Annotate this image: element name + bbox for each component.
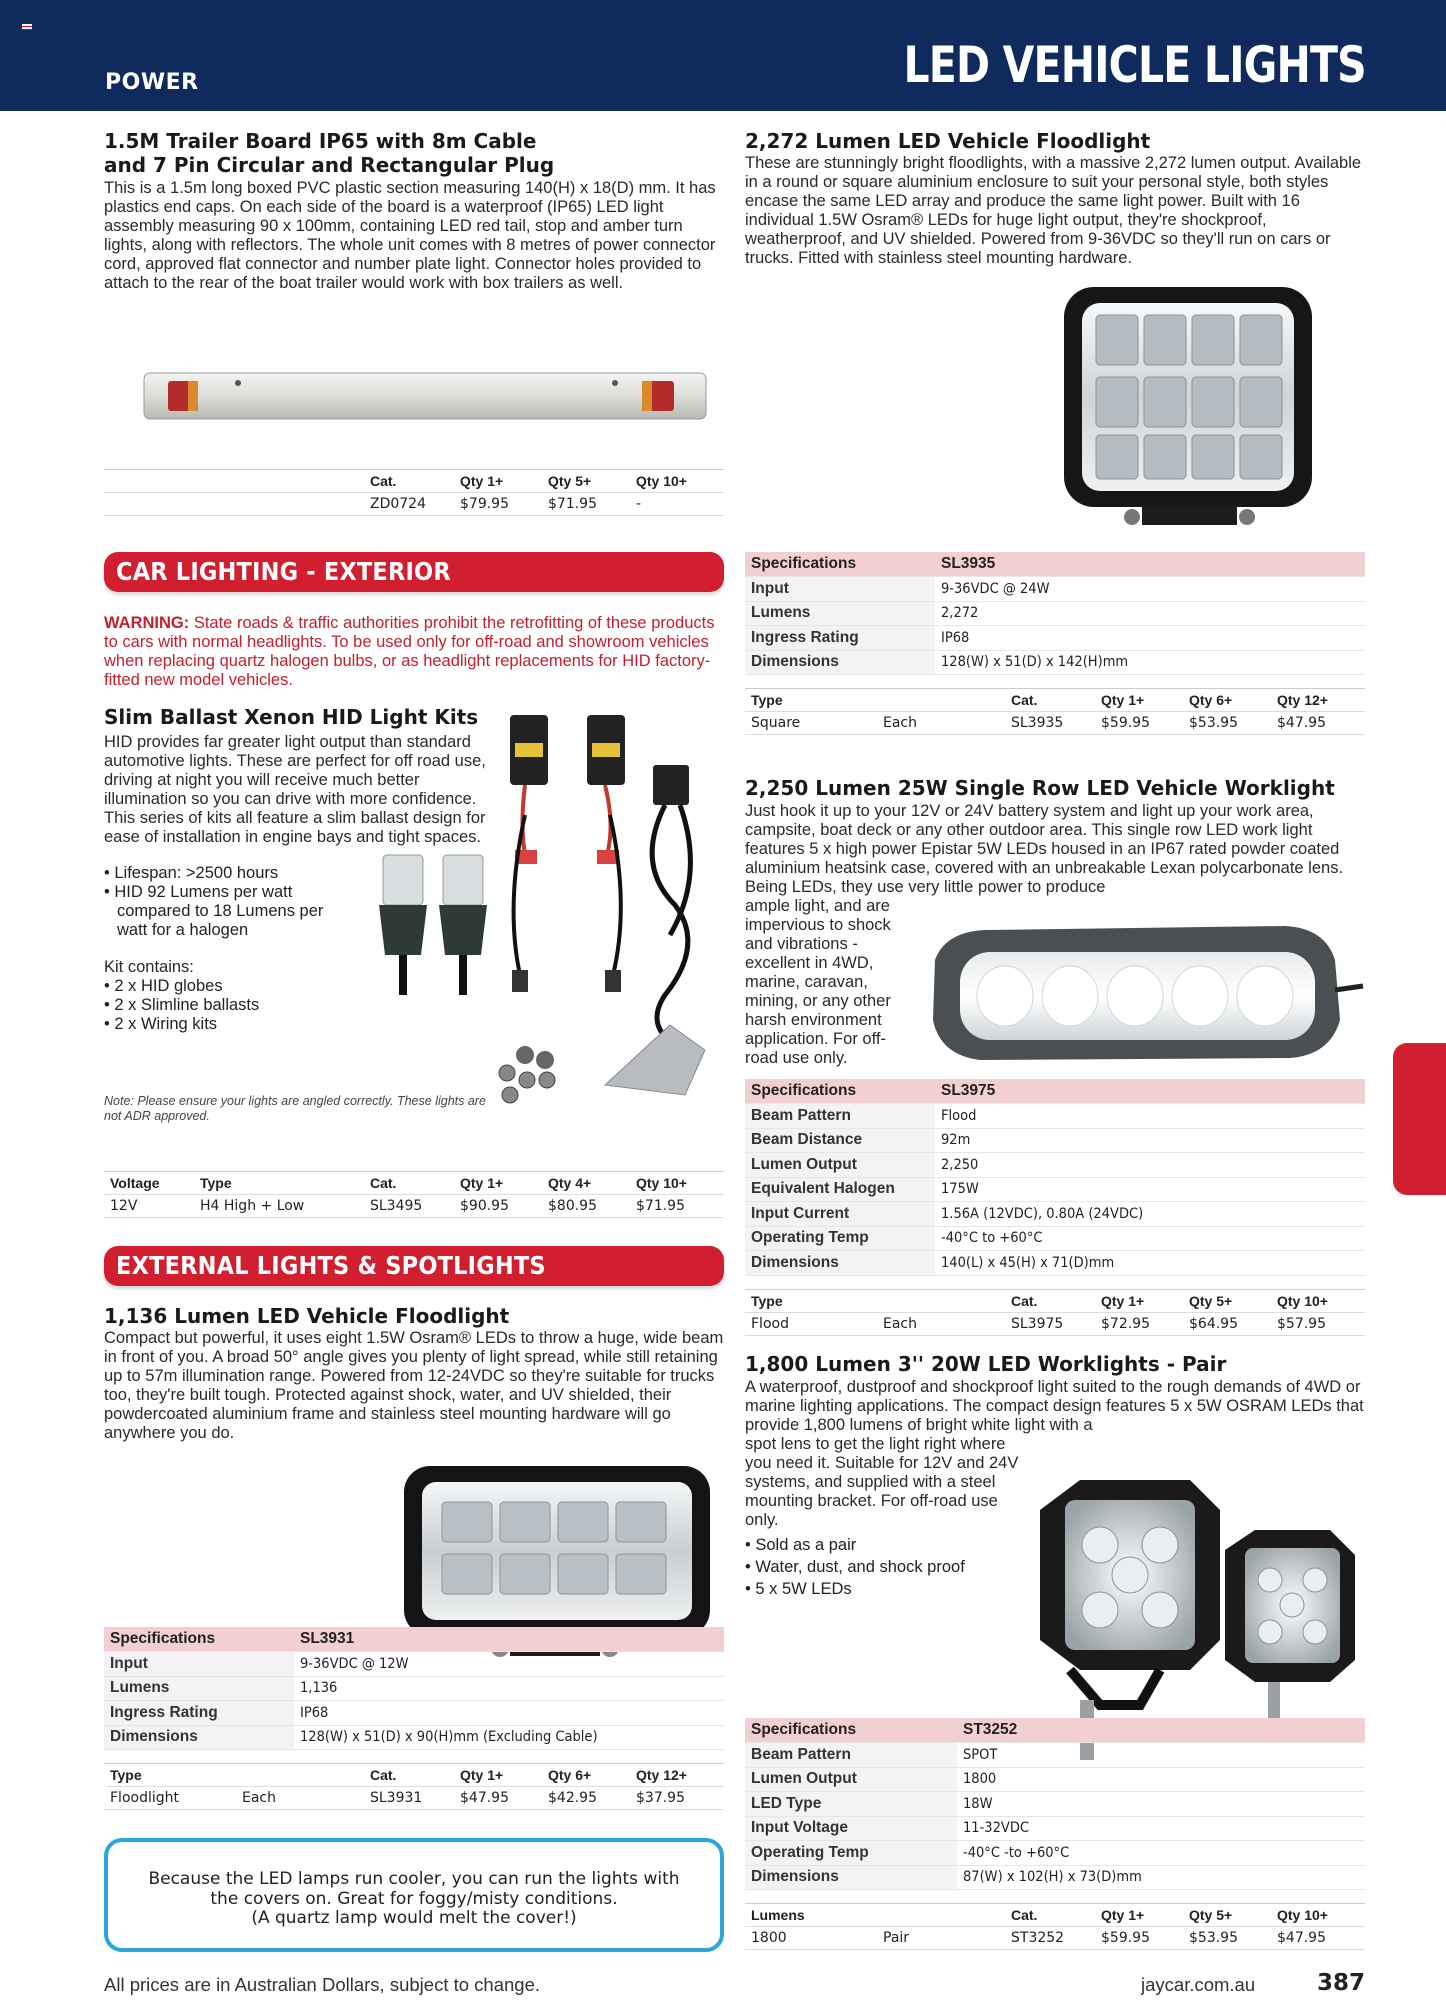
spec-value: -40°C -to +60°C	[957, 1841, 1365, 1866]
price-cell: SL3935	[1005, 712, 1095, 735]
spec-key: Dimensions	[104, 1725, 294, 1750]
price-cell: SL3931	[364, 1787, 454, 1810]
price-header: Type	[745, 1290, 877, 1313]
price-header	[877, 1904, 1005, 1927]
hid-kit-image	[375, 705, 725, 1105]
price-header: Qty 1+	[454, 1764, 542, 1787]
spec-key: Ingress Rating	[745, 626, 935, 651]
price-table	[104, 469, 724, 516]
price-cell: $64.95	[1183, 1313, 1271, 1336]
spec-key: Ingress Rating	[104, 1701, 294, 1726]
product-description: Just hook it up to your 12V or 24V battery system and light up your work area, campsite, boat deck or any other outdoor area. This single row LED work light features 5 x high power Epistar 5W LEDs housed in an IP67 rated powder coated aluminium heatsink case, covered with an unbreakable Lexan polycarbonate lens. Being LEDs, they use very little power to produce	[745, 802, 1344, 896]
note-text: Note: Please ensure your lights are angled correctly. These lights are not ADR approved.	[104, 1094, 486, 1123]
trailer-board-product	[104, 129, 724, 293]
price-header: Qty 1+	[1095, 1290, 1183, 1313]
price-cell: $47.95	[1271, 1927, 1365, 1950]
price-header: Lumens	[745, 1904, 877, 1927]
price-cell: SL3495	[364, 1195, 454, 1218]
price-cell: $53.95	[1183, 1927, 1271, 1950]
price-header: Type	[745, 689, 877, 712]
price-header: Qty 1+	[454, 1172, 542, 1195]
info-callout	[104, 1838, 724, 1952]
spec-key: Input	[104, 1652, 294, 1677]
spec-header: Specifications	[745, 1718, 957, 1743]
price-cell: $42.95	[542, 1787, 630, 1810]
price-header: Qty 5+	[1183, 1290, 1271, 1313]
price-cell: -	[630, 493, 724, 516]
product-description-cont: spot lens to get the light right where you need it. Suitable for 12V and 24V systems, and supplied with a steel mounting bracket. For off-road use only.	[745, 1435, 1019, 1529]
price-cell: Each	[877, 712, 1005, 735]
spec-value: 128(W) x 51(D) x 142(H)mm	[935, 650, 1365, 675]
feature-item: • Sold as a pair	[745, 1534, 1015, 1556]
price-cell: $59.95	[1095, 1927, 1183, 1950]
page-header	[0, 0, 1446, 111]
spec-key: Input Voltage	[745, 1816, 957, 1841]
spec-value: IP68	[935, 626, 1365, 651]
price-cell: $90.95	[454, 1195, 542, 1218]
price-header: Qty 4+	[542, 1172, 630, 1195]
product-description-cont: ample light, and are impervious to shock and vibrations - excellent in 4WD, marine, caravan, mining, or any other harsh environment application. For off-road use only.	[745, 897, 891, 1067]
section-banner-car-lighting	[104, 552, 724, 592]
price-header: Cat.	[1005, 1290, 1095, 1313]
price-header: Cat.	[1005, 1904, 1095, 1927]
price-header	[877, 1290, 1005, 1313]
callout-line: Because the LED lamps run cooler, you can run the lights with	[148, 1869, 680, 1889]
price-header	[877, 689, 1005, 712]
price-cell: $79.95	[454, 493, 542, 516]
feature-item: • Water, dust, and shock proof	[745, 1556, 1015, 1578]
price-header: Qty 10+	[630, 1172, 724, 1195]
price-cell: $80.95	[542, 1195, 630, 1218]
banner-label: CAR LIGHTING - EXTERIOR	[116, 557, 451, 586]
spec-value: 1.56A (12VDC), 0.80A (24VDC)	[935, 1202, 1365, 1227]
product-description: These are stunningly bright floodlights, with a massive 2,272 lumen output. Available in a round or square aluminium enclosure to suit your personal style, both styles encase the same LED array and produce the same light power. Built with 16 individual 1.5W Osram® LEDs for huge light output, they're shockproof, weatherproof, and UV shielded. Powered from 9-36VDC so they'll run on cars or trucks. Fitted with stainless steel mounting hardware.	[745, 154, 1362, 267]
spec-header: ST3252	[957, 1718, 1365, 1743]
product-title: 2,272 Lumen LED Vehicle Floodlight	[745, 129, 1151, 153]
kit-item: • 2 x Slimline ballasts	[104, 996, 504, 1015]
price-cell: 1800	[745, 1927, 877, 1950]
spec-key: Lumen Output	[745, 1767, 957, 1792]
price-header: Qty 1+	[1095, 1904, 1183, 1927]
price-cell: ZD0724	[364, 493, 454, 516]
spec-header: Specifications	[745, 1079, 935, 1104]
floodlight-2272-image	[1062, 285, 1317, 540]
spec-value: 2,250	[935, 1153, 1365, 1178]
price-header: Type	[104, 1764, 236, 1787]
spec-table	[104, 1627, 724, 1750]
product-description: This is a 1.5m long boxed PVC plastic section measuring 140(H) x 18(D) mm. It has plastics end caps. On each side of the board is a waterproof (IP65) LED light assembly measuring 90 x 100mm, containing LED red tail, stop and amber turn lights, along with reflectors. The whole unit comes with 8 metres of power connector cord, approved flat connector and number plate light. Connector holes provided to attach to the rear of the boat trailer would work with box trailers as well.	[104, 179, 716, 292]
price-cell: $57.95	[1271, 1313, 1365, 1336]
feature-item: • HID 92 Lumens per watt compared to 18 Lumens per watt for a halogen	[104, 883, 354, 940]
product-title: 1.5M Trailer Board IP65 with 8m Cable	[104, 129, 537, 153]
callout-line: the covers on. Great for foggy/misty conditions.	[210, 1888, 618, 1909]
price-header: Qty 10+	[1271, 1290, 1365, 1313]
spec-value: 140(L) x 45(H) x 71(D)mm	[935, 1251, 1365, 1276]
spec-key: Lumens	[745, 601, 935, 626]
price-cell: Flood	[745, 1313, 877, 1336]
page-number: 387	[1317, 1970, 1366, 1996]
banner-label: EXTERNAL LIGHTS & SPOTLIGHTS	[116, 1251, 546, 1280]
price-cell: Square	[745, 712, 877, 735]
spec-key: Input	[745, 577, 935, 602]
spec-key: Beam Distance	[745, 1128, 935, 1153]
spec-value: 175W	[935, 1177, 1365, 1202]
website-link[interactable]: jaycar.com.au	[1141, 1974, 1256, 1995]
price-cell: 12V	[104, 1195, 194, 1218]
price-cell: $53.95	[1183, 712, 1271, 735]
price-disclaimer: All prices are in Australian Dollars, subject to change.	[104, 1974, 540, 1995]
floodlight-2272-product	[745, 129, 1365, 268]
spec-key: Lumen Output	[745, 1153, 935, 1178]
product-description: HID provides far greater light output than standard automotive lights. These are perfect for off road use, driving at night you will receive much better illumination so you can drive with more confidence. This series of kits all feature a slim ballast design for ease of installation in engine bays and tight spaces.	[104, 733, 486, 846]
spec-value: 11-32VDC	[957, 1816, 1365, 1841]
price-header: Qty 6+	[1183, 689, 1271, 712]
spec-key: Operating Temp	[745, 1841, 957, 1866]
spec-header: SL3975	[935, 1079, 1365, 1104]
feature-item: • Lifespan: >2500 hours	[104, 864, 354, 883]
price-cell: ST3252	[1005, 1927, 1095, 1950]
price-cell: Each	[236, 1787, 364, 1810]
spec-key: Beam Pattern	[745, 1104, 935, 1129]
spec-value: 1,136	[294, 1676, 724, 1701]
price-header: Qty 12+	[1271, 689, 1365, 712]
price-header: Qty 1+	[1095, 689, 1183, 712]
spec-key: Input Current	[745, 1202, 935, 1227]
spec-value: 2,272	[935, 601, 1365, 626]
product-title: and 7 Pin Circular and Rectangular Plug	[104, 153, 555, 177]
price-cell: $47.95	[1271, 712, 1365, 735]
price-cell: $37.95	[630, 1787, 724, 1810]
price-cell: $72.95	[1095, 1313, 1183, 1336]
spec-value: 92m	[935, 1128, 1365, 1153]
page-title: LED VEHICLE LIGHTS	[903, 36, 1366, 94]
warning-text	[104, 614, 724, 690]
warning-label: WARNING:	[104, 614, 190, 632]
price-table	[745, 1289, 1365, 1336]
price-header: Qty 6+	[542, 1764, 630, 1787]
spec-value: 18W	[957, 1792, 1365, 1817]
spec-key: LED Type	[745, 1792, 957, 1817]
trailer-board-image	[140, 365, 710, 427]
spec-key: Dimensions	[745, 650, 935, 675]
spec-value: -40°C to +60°C	[935, 1226, 1365, 1251]
price-cell: Pair	[877, 1927, 1005, 1950]
price-header: Qty 1+	[454, 470, 542, 493]
spec-value: 1800	[957, 1767, 1365, 1792]
price-header: Qty 10+	[630, 470, 724, 493]
price-header: Type	[194, 1172, 364, 1195]
spec-key: Dimensions	[745, 1865, 957, 1890]
product-title: 1,136 Lumen LED Vehicle Floodlight	[104, 1304, 510, 1328]
price-header: Qty 10+	[1271, 1904, 1365, 1927]
section-label: POWER	[105, 70, 199, 95]
callout-line: (A quartz lamp would melt the cover!)	[251, 1908, 577, 1928]
price-cell: H4 High + Low	[194, 1195, 364, 1218]
price-cell: SL3975	[1005, 1313, 1095, 1336]
section-banner-external-lights	[104, 1246, 724, 1286]
spec-key: Beam Pattern	[745, 1743, 957, 1768]
price-header: Qty 5+	[542, 470, 630, 493]
price-table	[104, 1171, 724, 1218]
price-table	[104, 1763, 724, 1810]
product-title: 1,800 Lumen 3'' 20W LED Worklights - Pair	[745, 1352, 1227, 1376]
spec-table	[745, 1079, 1365, 1276]
price-header: Cat.	[364, 470, 454, 493]
warning-body: State roads & traffic authorities prohibit the retrofitting of these products to cars with normal headlights. To be used only for off-road and showroom vehicles when replacing quartz halogen bulbs, or as headlight replacements for HID factory-fitted new model vehicles.	[104, 614, 715, 689]
chapter-tab	[1393, 1043, 1446, 1195]
product-title: 2,250 Lumen 25W Single Row LED Vehicle Worklight	[745, 776, 1335, 800]
price-header: Voltage	[104, 1172, 194, 1195]
spec-table	[745, 1718, 1365, 1890]
spec-table	[745, 552, 1365, 675]
worklight-2250-image	[925, 920, 1365, 1070]
kit-label: Kit contains:	[104, 958, 194, 976]
spec-value: Flood	[935, 1104, 1365, 1129]
product-description: A waterproof, dustproof and shockproof light suited to the rough demands of 4WD or marine lighting applications. The compact design features 5 x 5W OSRAM LEDs that provide 1,800 lumens of bright white light with a	[745, 1378, 1364, 1434]
price-header: Cat.	[364, 1172, 454, 1195]
price-header: Cat.	[364, 1764, 454, 1787]
spec-key: Equivalent Halogen	[745, 1177, 935, 1202]
spec-key: Operating Temp	[745, 1226, 935, 1251]
spec-header: Specifications	[745, 552, 935, 577]
feature-list	[745, 1534, 1015, 1600]
kit-item: • 2 x HID globes	[104, 977, 504, 996]
price-table	[745, 688, 1365, 735]
spec-value: 87(W) x 102(H) x 73(D)mm	[957, 1865, 1365, 1890]
price-cell: Floodlight	[104, 1787, 236, 1810]
product-description: Compact but powerful, it uses eight 1.5W Osram® LEDs to throw a huge, wide beam in front of you. A broad 50° angle gives you plenty of light spread, while still retaining up to 57m illumination range. Powered from 12-24VDC so they're suitable for trucks too, they're built tough. Protected against shock, water, and UV shielded, their powdercoated aluminium frame and stainless steel mounting hardware will go anywhere you do.	[104, 1329, 724, 1442]
flag-icon	[22, 24, 32, 30]
price-cell: $59.95	[1095, 712, 1183, 735]
product-title: Slim Ballast Xenon HID Light Kits	[104, 705, 479, 729]
spec-value: 9-36VDC @ 12W	[294, 1652, 724, 1677]
spec-value: 128(W) x 51(D) x 90(H)mm (Excluding Cable)	[294, 1725, 724, 1750]
spec-value: IP68	[294, 1701, 724, 1726]
price-cell: $71.95	[542, 493, 630, 516]
feature-list	[104, 864, 354, 940]
price-header	[236, 1764, 364, 1787]
price-header: Qty 5+	[1183, 1904, 1271, 1927]
price-cell: $47.95	[454, 1787, 542, 1810]
spec-header: Specifications	[104, 1627, 294, 1652]
price-cell: Each	[877, 1313, 1005, 1336]
kit-item: • 2 x Wiring kits	[104, 1015, 504, 1034]
price-header: Cat.	[1005, 689, 1095, 712]
price-table	[745, 1903, 1365, 1950]
spec-value: 9-36VDC @ 24W	[935, 577, 1365, 602]
price-header: Qty 12+	[630, 1764, 724, 1787]
spec-value: SPOT	[957, 1743, 1365, 1768]
floodlight-1136-product	[104, 1304, 724, 1443]
spec-header: SL3931	[294, 1627, 724, 1652]
spec-header: SL3935	[935, 552, 1365, 577]
feature-item: • 5 x 5W LEDs	[745, 1578, 1015, 1600]
price-cell: $71.95	[630, 1195, 724, 1218]
spec-key: Dimensions	[745, 1251, 935, 1276]
spec-key: Lumens	[104, 1676, 294, 1701]
